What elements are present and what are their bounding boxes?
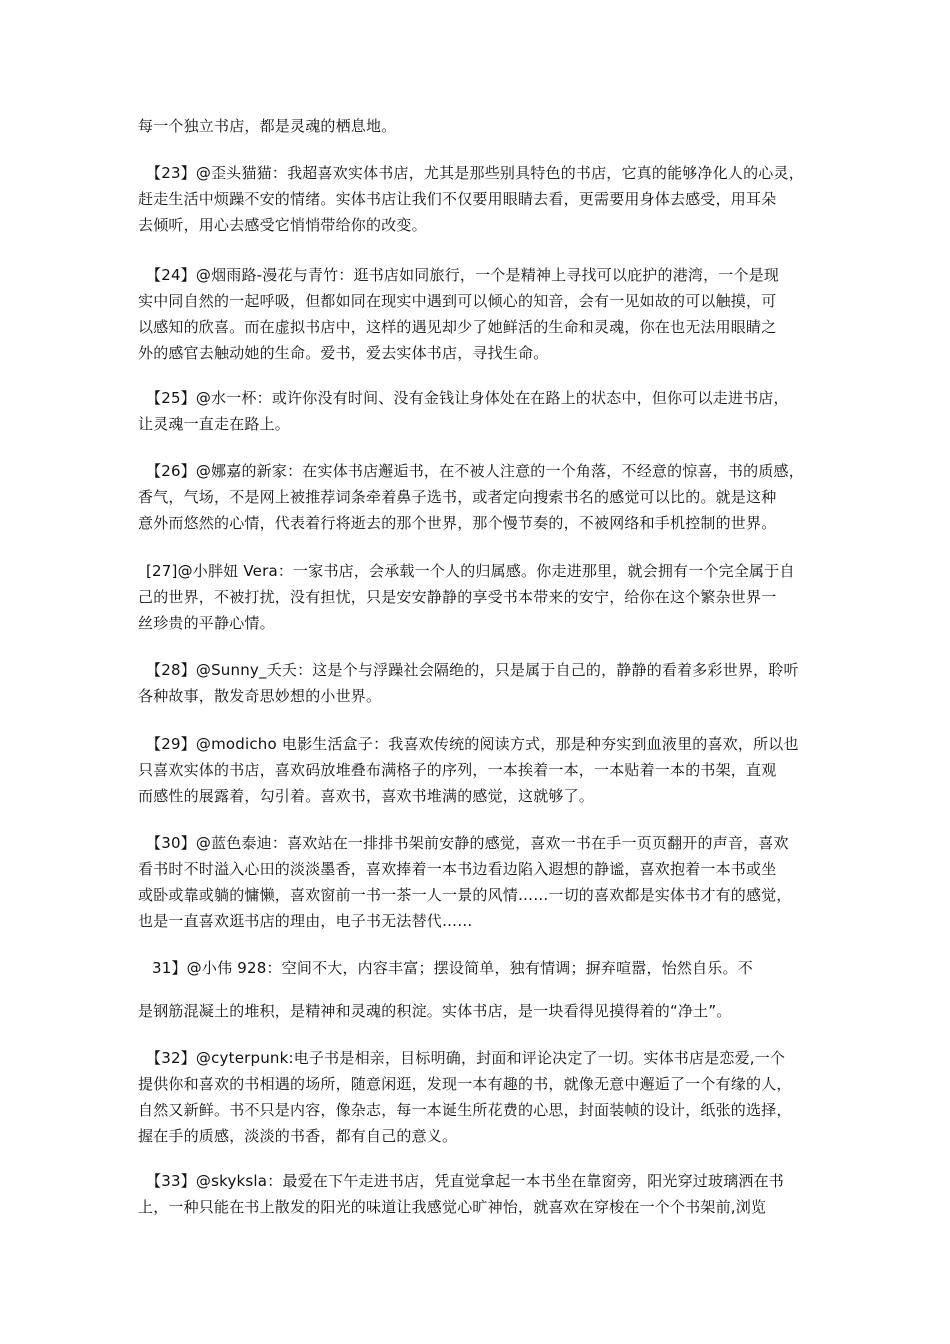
- text-line: 意外而悠然的心情，代表着行将逝去的那个世界，那个慢节奏的，不被网络和手机控制的世界。: [138, 514, 777, 532]
- paragraph-27: [138, 558, 828, 636]
- paragraph-28: [138, 657, 828, 709]
- text-line: 上，一种只能在书上散发的阳光的味道让我感觉心旷神怡，就喜欢在穿梭在一个个书架前,浏览: [138, 1198, 767, 1216]
- text-line: 己的世界，不被打扰，没有担忧，只是安安静静的享受书本带来的安宁，给你在这个繁杂世界一: [138, 588, 777, 606]
- text-line: [27]@小胖妞 Vera：一家书店，会承载一个人的归属感。你走进那里，就会拥有一个完全属于自: [146, 562, 795, 580]
- text-line: 实中同自然的一起呼吸，但都如同在现实中遇到可以倾心的知音，会有一见如故的可以触摸，可: [138, 292, 777, 310]
- paragraph-25: [138, 385, 828, 437]
- text-line: 丝珍贵的平静心情。: [138, 614, 275, 632]
- text-line: 【26】@娜嘉的新家：在实体书店邂逅书，在不被人注意的一个角落，不经意的惊喜，书的质感，: [146, 462, 804, 480]
- paragraph-intro: [138, 113, 828, 139]
- text-line: 握在手的质感，淡淡的书香，都有自己的意义。: [138, 1127, 458, 1145]
- paragraph-24: [138, 262, 828, 366]
- text-line: 【32】@cyterpunk:电子书是相亲，目标明确，封面和评论决定了一切。实体书店是恋爱,一个: [146, 1049, 786, 1067]
- text-line: 各种故事，散发奇思妙想的小世界。: [138, 687, 382, 705]
- text-line: 看书时不时溢入心田的淡淡墨香，喜欢捧着一本书边看边陷入遐想的静谧，喜欢抱着一本书或坐: [138, 860, 777, 878]
- text-line: 【25】@水一杯：或许你没有时间、没有金钱让身体处在在路上的状态中，但你可以走进书店，: [146, 389, 789, 407]
- paragraph-30: [138, 830, 828, 934]
- paragraph-31-cont: [138, 998, 828, 1024]
- text-line: 赶走生活中烦躁不安的情绪。实体书店让我们不仅要用眼睛去看，更需要用身体去感受，用耳朵: [138, 190, 777, 208]
- text-line: 【24】@烟雨路-漫花与青竹：逛书店如同旅行，一个是精神上寻找可以庇护的港湾，一个是现: [146, 266, 780, 284]
- text-line: 【30】@蓝色泰迪：喜欢站在一排排书架前安静的感觉，喜欢一书在手一页页翻开的声音，喜欢: [146, 834, 789, 852]
- text-line: 每一个独立书店，都是灵魂的栖息地。: [138, 117, 397, 135]
- text-line: 而感性的展露着，勾引着。喜欢书，喜欢书堆满的感觉，这就够了。: [138, 787, 595, 805]
- text-line: 【23】@歪头猫猫：我超喜欢实体书店，尤其是那些别具特色的书店，它真的能够净化人的心灵，: [146, 164, 804, 182]
- text-line: 只喜欢实体的书店，喜欢码放堆叠布满格子的序列，一本挨着一本，一本贴着一本的书架，直观: [138, 761, 777, 779]
- text-line: 自然又新鲜。书不只是内容，像杂志，每一本诞生所花费的心思，封面装帧的设计，纸张的选择，: [138, 1101, 792, 1119]
- text-line: 是钢筋混凝土的堆积，是精神和灵魂的积淀。实体书店，是一块看得见摸得着的“净土”。: [138, 1002, 732, 1020]
- text-line: 或卧或靠或躺的慵懒，喜欢窗前一书一茶一人一景的风情……一切的喜欢都是实体书才有的感觉，: [138, 886, 792, 904]
- text-line: 【28】@Sunny_夭夭：这是个与浮躁社会隔绝的，只是属于自己的，静静的看着多彩世界，聆听: [146, 661, 799, 679]
- paragraph-26: [138, 458, 828, 536]
- text-line: 【33】@skyksla：最爱在下午走进书店，凭直觉拿起一本书坐在靠窗旁，阳光穿过玻璃洒在书: [146, 1172, 784, 1190]
- text-line: 提供你和喜欢的书相遇的场所，随意闲逛，发现一本有趣的书，就像无意中邂逅了一个有缘的人，: [138, 1075, 792, 1093]
- paragraph-31: [138, 955, 828, 981]
- text-line: 【29】@modicho 电影生活盒子：我喜欢传统的阅读方式，那是种夯实到血液里的喜欢，所以也: [146, 735, 799, 753]
- text-line: 外的感官去触动她的生命。爱书，爱去实体书店，寻找生命。: [138, 344, 549, 362]
- paragraph-33: [138, 1168, 828, 1220]
- text-line: 31】@小伟 928：空间不大，内容丰富；摆设简单，独有情调；摒弃喧嚣，怡然自乐。不: [152, 959, 753, 977]
- paragraph-23: [138, 160, 828, 238]
- text-line: 去倾听，用心去感受它悄悄带给你的改变。: [138, 216, 427, 234]
- text-line: 也是一直喜欢逛书店的理由，电子书无法替代……: [138, 912, 473, 930]
- text-line: 让灵魂一直走在路上。: [138, 415, 291, 433]
- text-line: 以感知的欣喜。而在虚拟书店中，这样的遇见却少了她鲜活的生命和灵魂，你在也无法用眼睛之: [138, 318, 777, 336]
- paragraph-29: [138, 731, 828, 809]
- paragraph-32: [138, 1045, 828, 1149]
- text-line: 香气，气场，不是网上被推荐词条牵着鼻子选书，或者定向搜索书名的感觉可以比的。就是这种: [138, 488, 777, 506]
